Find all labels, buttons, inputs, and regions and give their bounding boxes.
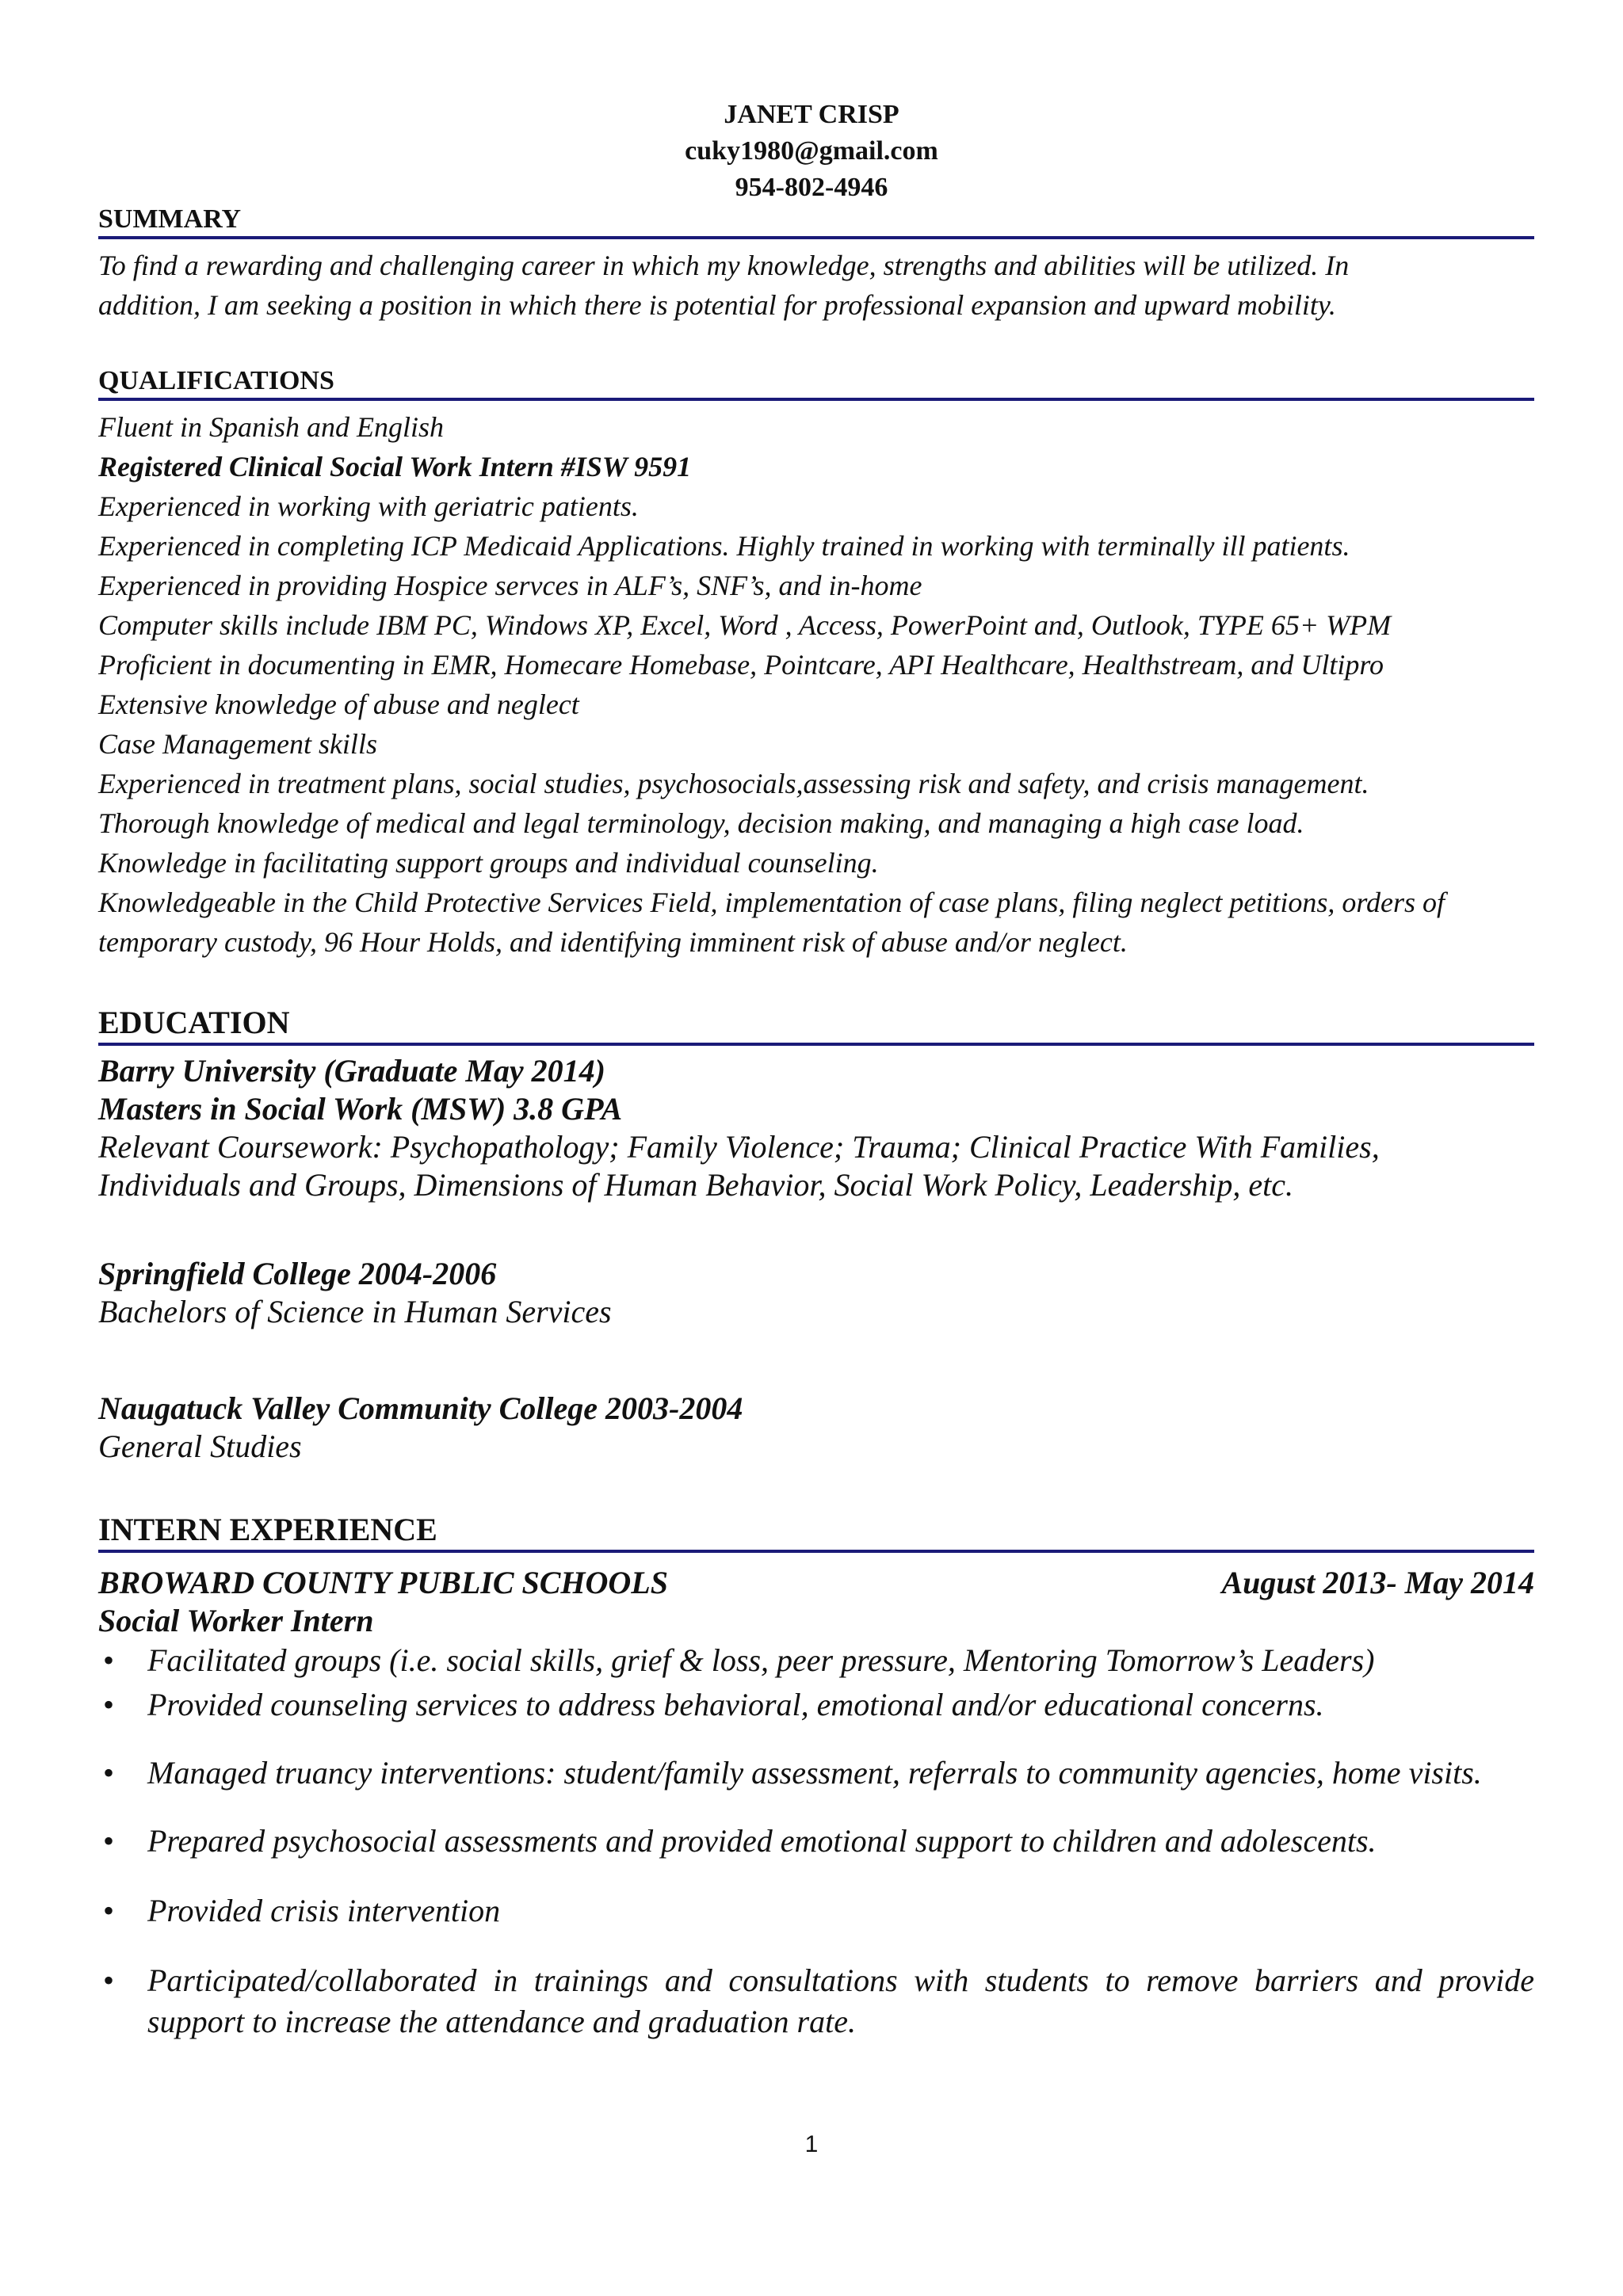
- job-duty-item: [98, 1821, 1534, 1862]
- education-coursework: Individuals and Groups, Dimensions of Human Behavior, Social Work Policy, Leadership, etc.: [98, 1167, 1294, 1203]
- qualification-item: Knowledgeable in the Child Protective Services Field, implementation of case plans, filing neglect petitions, orders of: [98, 887, 1445, 918]
- job-duty-text: Managed truancy interventions: student/family assessment, referrals to community agencies, home visits.: [147, 1755, 1482, 1791]
- job-title: [98, 1602, 1534, 1640]
- qualification-item: Computer skills include IBM PC, Windows XP, Excel, Word , Access, PowerPoint and, Outlook, TYPE 65+ WPM: [98, 609, 1392, 641]
- qualification-item: Thorough knowledge of medical and legal terminology, decision making, and managing a high case load.: [98, 807, 1304, 839]
- qualification-item: Extensive knowledge of abuse and neglect: [98, 688, 579, 720]
- bullet-icon: •: [103, 1642, 115, 1678]
- resume-header: [0, 97, 1623, 206]
- qualification-item: temporary custody, 96 Hour Holds, and identifying imminent risk of abuse and/or neglect.: [98, 926, 1128, 958]
- job-duty-text: Prepared psychosocial assessments and provided emotional support to children and adolescents.: [147, 1823, 1377, 1859]
- bullet-icon: •: [103, 1962, 115, 1998]
- job-employer: BROWARD COUNTY PUBLIC SCHOOLS: [98, 1565, 668, 1600]
- qualification-item: Experienced in providing Hospice servces in ALF’s, SNF’s, and in-home: [98, 570, 922, 601]
- job-duty-text: Participated/collaborated in trainings and consultations with students to remove barriers and provide support to increase the attendance and graduation rate.: [147, 1962, 1534, 2039]
- qualification-item: Experienced in treatment plans, social studies, psychosocials,assessing risk and safety, and crisis management.: [98, 768, 1369, 799]
- qualification-item: Experienced in working with geriatric patients.: [98, 490, 639, 522]
- qualification-item-license: Registered Clinical Social Work Intern #ISW 9591: [98, 451, 692, 482]
- qualifications-list: [98, 407, 1534, 962]
- job-duty-item: [98, 1753, 1534, 1794]
- qualification-item: Fluent in Spanish and English: [98, 411, 444, 443]
- education-barry: [98, 1052, 1534, 1204]
- candidate-name: JANET CRISP: [724, 100, 899, 129]
- job-duty-item: [98, 1890, 1534, 1932]
- education-school: Springfield College 2004-2006: [98, 1256, 497, 1291]
- qualification-item: Proficient in documenting in EMR, Homecare Homebase, Pointcare, API Healthcare, Healthstream, and Ultipro: [98, 649, 1384, 681]
- job-dates: August 2013- May 2014: [1221, 1565, 1534, 1600]
- education-degree: Masters in Social Work (MSW) 3.8 GPA: [98, 1091, 623, 1127]
- job-duty-item: [98, 1960, 1534, 2042]
- job-duty-item: [98, 1684, 1534, 1726]
- page-number: 1: [804, 2131, 819, 2157]
- job-title-text: Social Worker Intern: [98, 1603, 374, 1638]
- education-degree: Bachelors of Science in Human Services: [98, 1294, 612, 1329]
- summary-text: [98, 246, 1534, 325]
- education-springfield: [98, 1255, 1534, 1331]
- summary-heading: SUMMARY: [98, 203, 1534, 239]
- qualification-item: Experienced in completing ICP Medicaid Applications. Highly trained in working with terminally ill patients.: [98, 530, 1350, 562]
- job-duty-text: Provided crisis intervention: [147, 1893, 501, 1928]
- candidate-email: cuky1980@gmail.com: [685, 136, 938, 166]
- education-school: Naugatuck Valley Community College 2003-2004: [98, 1390, 743, 1426]
- intern-experience-heading: INTERN EXPERIENCE: [98, 1510, 1534, 1553]
- education-school: Barry University (Graduate May 2014): [98, 1053, 605, 1089]
- bullet-icon: •: [103, 1755, 115, 1791]
- bullet-icon: •: [103, 1687, 115, 1722]
- job-duty-item: [98, 1640, 1534, 1681]
- job-duty-text: Facilitated groups (i.e. social skills, grief & loss, peer pressure, Mentoring Tomorrow’s Leaders): [147, 1642, 1375, 1678]
- job-header: [98, 1564, 1534, 1602]
- summary-line: To find a rewarding and challenging career in which my knowledge, strengths and abilities will be utilized. In: [98, 250, 1350, 281]
- education-heading: EDUCATION: [98, 1003, 1534, 1046]
- summary-line: addition, I am seeking a position in which there is potential for professional expansion and upward mobility.: [98, 289, 1336, 321]
- education-coursework: Relevant Coursework: Psychopathology; Family Violence; Trauma; Clinical Practice With Families,: [98, 1129, 1380, 1165]
- job-duty-text: Provided counseling services to address behavioral, emotional and/or educational concerns.: [147, 1687, 1324, 1722]
- education-degree: General Studies: [98, 1428, 302, 1464]
- qualification-item: Case Management skills: [98, 728, 377, 760]
- qualifications-heading: QUALIFICATIONS: [98, 364, 1534, 401]
- bullet-icon: •: [103, 1893, 115, 1928]
- candidate-phone: 954-802-4946: [735, 173, 888, 202]
- qualification-item: Knowledge in facilitating support groups and individual counseling.: [98, 847, 879, 879]
- education-naugatuck: [98, 1390, 1534, 1466]
- job-duties-list: [98, 1640, 1534, 2042]
- bullet-icon: •: [103, 1823, 115, 1859]
